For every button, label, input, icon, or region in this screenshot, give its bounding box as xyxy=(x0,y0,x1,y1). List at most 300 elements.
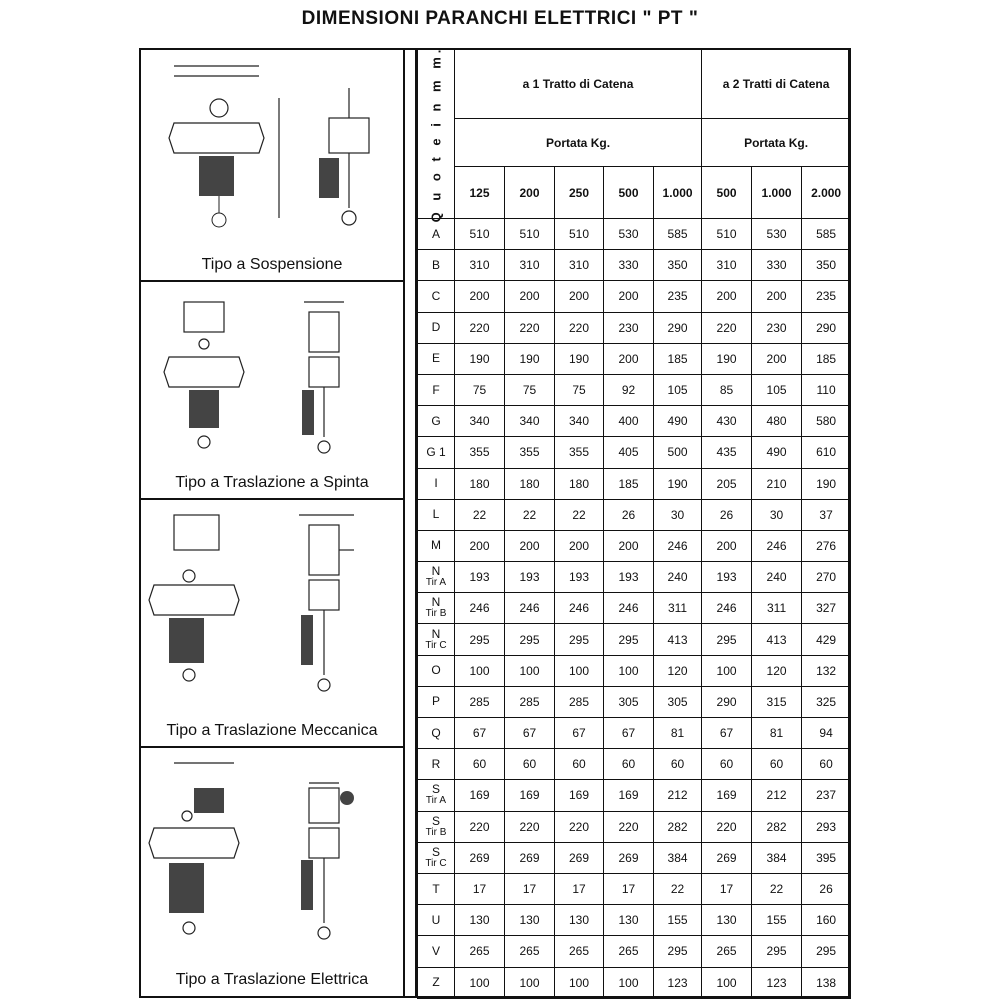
table-cell: 405 xyxy=(604,437,654,468)
table-cell: 295 xyxy=(752,936,802,967)
table-cell: 269 xyxy=(555,842,604,873)
table-row xyxy=(418,468,851,499)
table-cell: 430 xyxy=(702,406,752,437)
page-title: DIMENSIONI PARANCHI ELETTRICI " PT " xyxy=(301,8,699,29)
table-cell: 400 xyxy=(604,406,654,437)
table-cell: 105 xyxy=(654,374,702,405)
table-cell: 435 xyxy=(702,437,752,468)
table-cell: 429 xyxy=(802,624,851,655)
table-cell: 75 xyxy=(555,374,604,405)
table-cell: 200 xyxy=(555,530,604,561)
table-cell: 355 xyxy=(455,437,505,468)
table-cell: 120 xyxy=(752,655,802,686)
table-cell: 269 xyxy=(455,842,505,873)
table-cell: 155 xyxy=(752,905,802,936)
row-label xyxy=(418,281,455,312)
table-cell: 200 xyxy=(505,281,555,312)
group1-header: a 1 Tratto di Catena xyxy=(455,49,702,119)
table-cell: 138 xyxy=(802,967,851,998)
panel-meccanica xyxy=(139,500,405,748)
table-cell: 200 xyxy=(555,281,604,312)
hoist-spinta-drawing xyxy=(139,282,405,472)
table-cell: 212 xyxy=(752,780,802,811)
caption-meccanica: Tipo a Traslazione Meccanica xyxy=(166,722,378,739)
table-cell: 293 xyxy=(802,811,851,842)
table-cell: 220 xyxy=(555,312,604,343)
table-cell: 200 xyxy=(752,343,802,374)
table-cell: 130 xyxy=(604,905,654,936)
table-cell: 67 xyxy=(702,718,752,749)
table-cell: 240 xyxy=(654,562,702,593)
row-label-text: M xyxy=(431,538,441,553)
table-row xyxy=(418,811,851,842)
row-label xyxy=(418,312,455,343)
table-row xyxy=(418,780,851,811)
table-cell: 285 xyxy=(505,686,555,717)
table-cell: 123 xyxy=(752,967,802,998)
table-cell: 22 xyxy=(752,873,802,904)
table-cell: 200 xyxy=(604,281,654,312)
row-label xyxy=(418,655,455,686)
panel-spinta xyxy=(139,282,405,500)
table-cell: 220 xyxy=(455,811,505,842)
table-cell: 205 xyxy=(702,468,752,499)
table-cell: 210 xyxy=(752,468,802,499)
caption-spinta: Tipo a Traslazione a Spinta xyxy=(175,474,369,491)
table-cell: 395 xyxy=(802,842,851,873)
table-row xyxy=(418,374,851,405)
table-cell: 311 xyxy=(654,593,702,624)
table-cell: 355 xyxy=(555,437,604,468)
table-cell: 295 xyxy=(802,936,851,967)
row-label-text: G 1 xyxy=(426,444,446,459)
table-cell: 235 xyxy=(654,281,702,312)
row-label-text: P xyxy=(431,694,440,709)
table-row xyxy=(418,219,851,250)
table-cell: 580 xyxy=(802,406,851,437)
table-cell: 200 xyxy=(752,281,802,312)
illustration-column xyxy=(139,48,405,998)
table-cell: 75 xyxy=(455,374,505,405)
table-cell: 269 xyxy=(604,842,654,873)
table-cell: 246 xyxy=(555,593,604,624)
table-cell: 67 xyxy=(455,718,505,749)
table-cell: 510 xyxy=(555,219,604,250)
row-sublabel: Tir B xyxy=(425,826,447,838)
table-cell: 120 xyxy=(654,655,702,686)
table-cell: 340 xyxy=(555,406,604,437)
table-cell: 200 xyxy=(455,530,505,561)
table-row xyxy=(418,624,851,655)
table-cell: 169 xyxy=(505,780,555,811)
row-label-text: D xyxy=(431,320,441,335)
table-cell: 190 xyxy=(505,343,555,374)
row-label-text: A xyxy=(431,226,440,241)
table-cell: 160 xyxy=(802,905,851,936)
table-cell: 100 xyxy=(555,655,604,686)
table-cell: 315 xyxy=(752,686,802,717)
table-cell: 190 xyxy=(455,343,505,374)
table-cell: 85 xyxy=(702,374,752,405)
row-label xyxy=(418,749,455,780)
row-label-text: U xyxy=(431,912,441,927)
table-row xyxy=(418,718,851,749)
table-cell: 310 xyxy=(555,250,604,281)
table-row xyxy=(418,749,851,780)
column-divider xyxy=(403,48,417,998)
table-cell: 500 xyxy=(654,437,702,468)
table-cell: 265 xyxy=(604,936,654,967)
table-cell: 246 xyxy=(654,530,702,561)
row-sublabel: Tir B xyxy=(425,608,447,620)
table-row xyxy=(418,873,851,904)
row-label-text: Q xyxy=(431,725,441,740)
table-row xyxy=(418,562,851,593)
table-cell: 220 xyxy=(604,811,654,842)
table-cell: 60 xyxy=(802,749,851,780)
hoist-meccanica-drawing xyxy=(139,500,405,720)
table-cell: 220 xyxy=(505,312,555,343)
dimensions-table xyxy=(417,45,851,999)
table-cell: 530 xyxy=(604,219,654,250)
table-cell: 212 xyxy=(654,780,702,811)
table-cell: 26 xyxy=(802,873,851,904)
table-cell: 220 xyxy=(505,811,555,842)
table-cell: 530 xyxy=(752,219,802,250)
table-cell: 311 xyxy=(752,593,802,624)
table-cell: 169 xyxy=(702,780,752,811)
table-cell: 180 xyxy=(555,468,604,499)
table-cell: 246 xyxy=(455,593,505,624)
table-cell: 169 xyxy=(455,780,505,811)
row-label-text: R xyxy=(431,756,441,771)
table-cell: 193 xyxy=(555,562,604,593)
table-cell: 169 xyxy=(555,780,604,811)
table-cell: 190 xyxy=(702,343,752,374)
panel-sospensione xyxy=(139,48,405,282)
row-label-text: O xyxy=(431,663,441,678)
row-label-text: G xyxy=(431,413,441,428)
table-cell: 246 xyxy=(752,530,802,561)
row-label-text: F xyxy=(432,382,440,397)
table-cell: 305 xyxy=(604,686,654,717)
table-cell: 22 xyxy=(555,499,604,530)
table-row xyxy=(418,936,851,967)
table-row xyxy=(418,406,851,437)
table-cell: 100 xyxy=(604,655,654,686)
table-row xyxy=(418,593,851,624)
table-cell: 75 xyxy=(505,374,555,405)
table-cell: 30 xyxy=(654,499,702,530)
row-label xyxy=(418,343,455,374)
table-cell: 350 xyxy=(654,250,702,281)
table-cell: 193 xyxy=(702,562,752,593)
hoist-elettrica-drawing xyxy=(139,748,405,973)
row-label xyxy=(418,936,455,967)
row-label xyxy=(418,468,455,499)
table-cell: 60 xyxy=(555,749,604,780)
caption-elettrica: Tipo a Traslazione Elettrica xyxy=(175,971,369,988)
table-cell: 413 xyxy=(752,624,802,655)
table-cell: 100 xyxy=(455,967,505,998)
table-row xyxy=(418,967,851,998)
table-cell: 105 xyxy=(752,374,802,405)
hoist-sospensione-drawing xyxy=(139,48,405,253)
table-cell: 132 xyxy=(802,655,851,686)
table-cell: 220 xyxy=(455,312,505,343)
table-cell: 17 xyxy=(702,873,752,904)
table-cell: 265 xyxy=(702,936,752,967)
table-cell: 610 xyxy=(802,437,851,468)
panel-elettrica xyxy=(139,748,405,998)
table-cell: 310 xyxy=(455,250,505,281)
table-cell: 290 xyxy=(802,312,851,343)
table-cell: 305 xyxy=(654,686,702,717)
row-sublabel: Tir C xyxy=(425,857,447,869)
table-cell: 413 xyxy=(654,624,702,655)
table-cell: 100 xyxy=(702,967,752,998)
table-cell: 269 xyxy=(505,842,555,873)
row-label-text: E xyxy=(431,351,440,366)
table-cell: 130 xyxy=(702,905,752,936)
table-cell: 100 xyxy=(505,967,555,998)
table-cell: 94 xyxy=(802,718,851,749)
table-cell: 295 xyxy=(604,624,654,655)
capacity-header: 2.000 xyxy=(802,167,851,219)
table-cell: 384 xyxy=(654,842,702,873)
table-row xyxy=(418,655,851,686)
table-cell: 310 xyxy=(505,250,555,281)
table-cell: 17 xyxy=(555,873,604,904)
row-label xyxy=(418,530,455,561)
table-cell: 270 xyxy=(802,562,851,593)
table-cell: 123 xyxy=(654,967,702,998)
table-cell: 130 xyxy=(455,905,505,936)
table-cell: 81 xyxy=(654,718,702,749)
group2-header: a 2 Tratti di Catena xyxy=(702,49,851,119)
table-cell: 220 xyxy=(555,811,604,842)
table-cell: 200 xyxy=(702,281,752,312)
table-cell: 180 xyxy=(505,468,555,499)
table-cell: 246 xyxy=(702,593,752,624)
table-cell: 155 xyxy=(654,905,702,936)
table-cell: 60 xyxy=(702,749,752,780)
table-cell: 295 xyxy=(555,624,604,655)
table-cell: 510 xyxy=(702,219,752,250)
table-cell: 285 xyxy=(555,686,604,717)
table-cell: 60 xyxy=(455,749,505,780)
table-cell: 22 xyxy=(455,499,505,530)
table-cell: 185 xyxy=(604,468,654,499)
table-cell: 384 xyxy=(752,842,802,873)
row-label xyxy=(418,842,455,873)
table-cell: 180 xyxy=(455,468,505,499)
table-cell: 190 xyxy=(654,468,702,499)
table-cell: 290 xyxy=(702,686,752,717)
table-cell: 237 xyxy=(802,780,851,811)
table-cell: 200 xyxy=(604,530,654,561)
table-cell: 185 xyxy=(654,343,702,374)
row-label xyxy=(418,219,455,250)
row-label-text: I xyxy=(434,476,438,491)
row-label xyxy=(418,718,455,749)
table-cell: 17 xyxy=(604,873,654,904)
row-label-text: S xyxy=(431,844,440,859)
table-cell: 350 xyxy=(802,250,851,281)
table-cell: 340 xyxy=(455,406,505,437)
table-cell: 480 xyxy=(752,406,802,437)
table-cell: 60 xyxy=(505,749,555,780)
table-cell: 17 xyxy=(455,873,505,904)
table-cell: 22 xyxy=(505,499,555,530)
row-label xyxy=(418,811,455,842)
table-row xyxy=(418,250,851,281)
row-label xyxy=(418,437,455,468)
table-cell: 230 xyxy=(752,312,802,343)
row-label xyxy=(418,624,455,655)
table-cell: 240 xyxy=(752,562,802,593)
table-cell: 220 xyxy=(702,811,752,842)
table-cell: 200 xyxy=(604,343,654,374)
row-label xyxy=(418,686,455,717)
row-label xyxy=(418,873,455,904)
table-cell: 276 xyxy=(802,530,851,561)
caption-sospensione: Tipo a Sospensione xyxy=(201,256,343,273)
table-cell: 585 xyxy=(802,219,851,250)
table-cell: 490 xyxy=(654,406,702,437)
table-cell: 30 xyxy=(752,499,802,530)
table-cell: 285 xyxy=(455,686,505,717)
table-cell: 67 xyxy=(555,718,604,749)
table-cell: 200 xyxy=(455,281,505,312)
table-cell: 100 xyxy=(505,655,555,686)
table-cell: 100 xyxy=(455,655,505,686)
capacity-header: 1.000 xyxy=(752,167,802,219)
table-row xyxy=(418,312,851,343)
table-cell: 193 xyxy=(604,562,654,593)
table-cell: 200 xyxy=(702,530,752,561)
table-cell: 185 xyxy=(802,343,851,374)
table-cell: 246 xyxy=(604,593,654,624)
table-cell: 490 xyxy=(752,437,802,468)
table-cell: 327 xyxy=(802,593,851,624)
table-row xyxy=(418,437,851,468)
quote-header xyxy=(418,45,455,222)
row-label xyxy=(418,499,455,530)
row-label xyxy=(418,905,455,936)
table-row xyxy=(418,686,851,717)
table-cell: 100 xyxy=(604,967,654,998)
table-cell: 60 xyxy=(752,749,802,780)
table-cell: 265 xyxy=(555,936,604,967)
capacity-header: 1.000 xyxy=(654,167,702,219)
table-cell: 60 xyxy=(604,749,654,780)
row-label xyxy=(418,406,455,437)
table-cell: 510 xyxy=(505,219,555,250)
row-label xyxy=(418,250,455,281)
table-cell: 585 xyxy=(654,219,702,250)
table-cell: 100 xyxy=(702,655,752,686)
table-cell: 130 xyxy=(555,905,604,936)
row-label-text: S xyxy=(431,813,440,828)
table-cell: 110 xyxy=(802,374,851,405)
row-label-text: N xyxy=(431,564,441,579)
row-sublabel: Tir A xyxy=(425,577,447,589)
table-cell: 265 xyxy=(455,936,505,967)
row-label-text: B xyxy=(431,257,440,272)
table-cell: 190 xyxy=(802,468,851,499)
table-cell: 193 xyxy=(505,562,555,593)
table-row xyxy=(418,281,851,312)
portata1-header: Portata Kg. xyxy=(455,119,702,167)
table-cell: 330 xyxy=(752,250,802,281)
table-cell: 269 xyxy=(702,842,752,873)
table-cell: 340 xyxy=(505,406,555,437)
table-cell: 290 xyxy=(654,312,702,343)
table-cell: 81 xyxy=(752,718,802,749)
row-label-text: C xyxy=(431,288,441,303)
capacity-row xyxy=(418,167,851,219)
table-row xyxy=(418,842,851,873)
table-cell: 282 xyxy=(654,811,702,842)
table-cell: 67 xyxy=(604,718,654,749)
row-label-text: L xyxy=(432,507,440,522)
row-label-text: Z xyxy=(432,975,440,990)
table-cell: 100 xyxy=(555,967,604,998)
table-cell: 200 xyxy=(505,530,555,561)
table-row xyxy=(418,343,851,374)
capacity-header: 125 xyxy=(455,167,505,219)
table-cell: 246 xyxy=(505,593,555,624)
table-row xyxy=(418,499,851,530)
table-cell: 130 xyxy=(505,905,555,936)
table-cell: 230 xyxy=(604,312,654,343)
row-label xyxy=(418,780,455,811)
row-sublabel: Tir C xyxy=(425,639,447,651)
table-cell: 67 xyxy=(505,718,555,749)
row-label-text: V xyxy=(431,943,440,958)
capacity-header: 200 xyxy=(505,167,555,219)
table-cell: 295 xyxy=(654,936,702,967)
table-cell: 26 xyxy=(604,499,654,530)
table-cell: 310 xyxy=(702,250,752,281)
row-label-text: N xyxy=(431,626,441,641)
table-cell: 330 xyxy=(604,250,654,281)
row-label xyxy=(418,593,455,624)
table-cell: 37 xyxy=(802,499,851,530)
table-row xyxy=(418,530,851,561)
table-cell: 325 xyxy=(802,686,851,717)
row-sublabel: Tir A xyxy=(425,795,447,807)
table-cell: 295 xyxy=(505,624,555,655)
table-cell: 60 xyxy=(654,749,702,780)
table-cell: 92 xyxy=(604,374,654,405)
capacity-header: 500 xyxy=(702,167,752,219)
table-cell: 169 xyxy=(604,780,654,811)
table-cell: 510 xyxy=(455,219,505,250)
table-cell: 295 xyxy=(455,624,505,655)
portata2-header: Portata Kg. xyxy=(702,119,851,167)
row-label xyxy=(418,374,455,405)
row-label-text: N xyxy=(431,595,441,610)
table-cell: 235 xyxy=(802,281,851,312)
table-cell: 190 xyxy=(555,343,604,374)
table-cell: 295 xyxy=(702,624,752,655)
row-label-text: S xyxy=(431,782,440,797)
table-cell: 26 xyxy=(702,499,752,530)
table-cell: 17 xyxy=(505,873,555,904)
table-cell: 22 xyxy=(654,873,702,904)
